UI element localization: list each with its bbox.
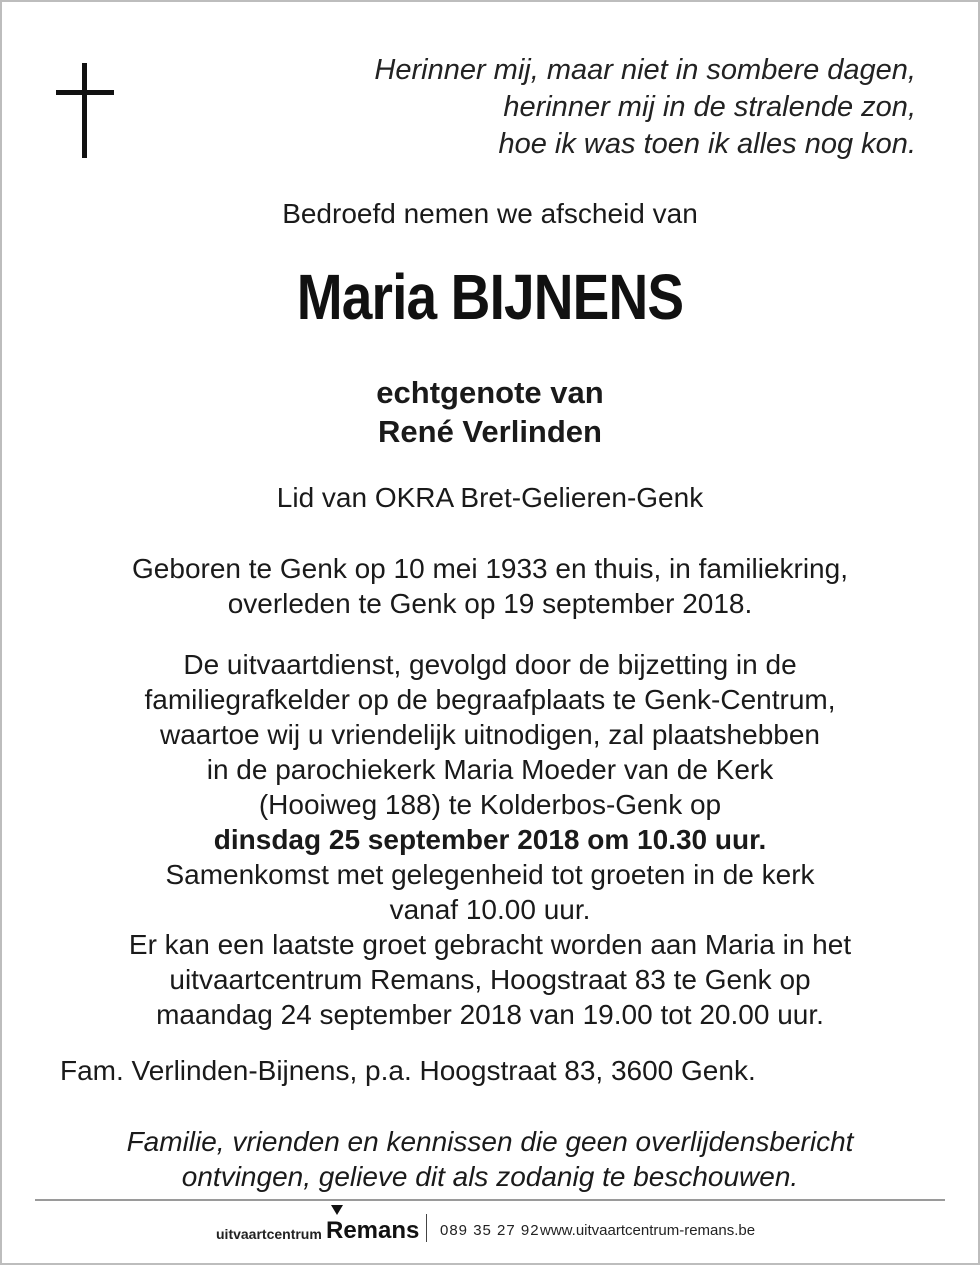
spouse-name: René Verlinden (378, 414, 602, 449)
footer (0, 1205, 980, 1255)
poem (374, 52, 916, 163)
intro-text: Bedroefd nemen we afscheid van (282, 198, 698, 229)
membership-text: Lid van OKRA Bret-Gelieren-Genk (276, 482, 704, 513)
poem-line: herinner mij in de stralende zon, (503, 91, 916, 123)
brand-name: Remans (326, 1217, 420, 1244)
poem-line: Herinner mij, maar niet in sombere dagen, (374, 54, 916, 86)
service-datetime: dinsdag 25 september 2018 om 10.30 uur. (213, 824, 767, 855)
brand-separator (426, 1214, 427, 1242)
brand-triangle-icon (331, 1205, 343, 1215)
family-address: Fam. Verlinden-Bijnens, p.a. Hoogstraat 83, 3600 Genk. (60, 1055, 756, 1086)
website-link[interactable]: www.uitvaartcentrum-remans.be (540, 1222, 756, 1239)
service-line: (Hooiweg 188) te Kolderbos-Genk op (258, 789, 722, 820)
service-line: waartoe wij u vriendelijk uitnodigen, zal plaatshebben (160, 719, 820, 750)
deceased-name: Maria BIJNENS (296, 261, 684, 333)
service-line: uitvaartcentrum Remans, Hoogstraat 83 te Genk op (169, 964, 811, 995)
birth-line: Geboren te Genk op 10 mei 1933 en thuis, in familiekring, (132, 553, 848, 584)
poem-line: hoe ik was toen ik alles nog kon. (498, 128, 916, 160)
service-line: in de parochiekerk Maria Moeder van de Kerk (206, 754, 774, 785)
service-line: Er kan een laatste groet gebracht worden aan Maria in het (128, 929, 852, 960)
birth-death-block (0, 551, 980, 621)
cross-icon (56, 63, 114, 158)
service-block (0, 647, 980, 1032)
closing-line: ontvingen, gelieve dit als zodanig te beschouwen. (181, 1161, 799, 1192)
death-line: overleden te Genk op 19 september 2018. (227, 588, 753, 619)
service-line: De uitvaartdienst, gevolgd door de bijzetting in de (183, 649, 797, 680)
spouse-block (0, 373, 980, 451)
service-line: familiegrafkelder op de begraafplaats te Genk-Centrum, (144, 684, 836, 715)
brand-prefix: uitvaartcentrum (216, 1226, 322, 1242)
closing-note (0, 1124, 980, 1194)
phone-number: 089 35 27 92 (440, 1222, 540, 1239)
service-line: maandag 24 september 2018 van 19.00 tot 20.00 uur. (156, 999, 824, 1030)
service-line: vanaf 10.00 uur. (389, 894, 591, 925)
relation-label: echtgenote van (376, 375, 604, 410)
closing-line: Familie, vrienden en kennissen die geen overlijdensbericht (126, 1126, 854, 1157)
footer-divider (35, 1199, 945, 1201)
service-line: Samenkomst met gelegenheid tot groeten in de kerk (165, 859, 815, 890)
